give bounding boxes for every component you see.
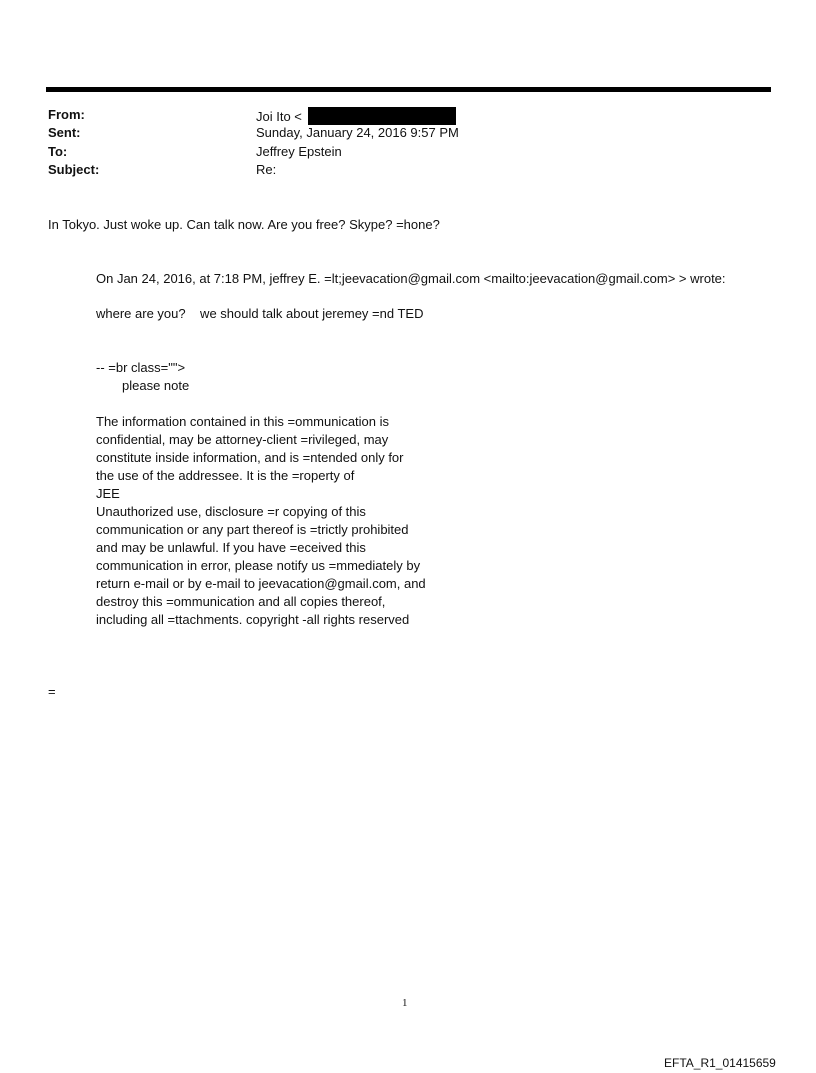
disclaimer-line: JEE	[96, 486, 120, 501]
disclaimer-line: communication or any part thereof is =trictly prohibited	[96, 522, 409, 537]
disclaimer-line: including all =ttachments. copyright -all rights reserved	[96, 612, 410, 627]
page-number: 1	[402, 997, 408, 1009]
disclaimer-line: communication in error, please notify us =mmediately by	[96, 558, 421, 573]
disclaimer-line: Unauthorized use, disclosure =r copying of this	[96, 504, 366, 519]
quote-line: where are you? we should talk about jeremey =nd TED	[96, 306, 424, 321]
disclaimer-line: return e-mail or by e-mail to jeevacation@gmail.com, and	[96, 576, 426, 591]
disclaimer-line: destroy this =ommunication and all copies thereof,	[96, 594, 386, 609]
quote-header: On Jan 24, 2016, at 7:18 PM, jeffrey E. =lt;jeevacation@gmail.com <mailto:jeevacation@gmail.com> > wrote:	[96, 271, 726, 286]
disclaimer-line: constitute inside information, and is =ntended only for	[96, 450, 404, 465]
disclaimer-line: and may be unlawful. If you have =eceived this	[96, 540, 366, 555]
reply-text: In Tokyo. Just woke up. Can talk now. Are you free? Skype? =hone?	[48, 217, 440, 232]
subject-value: Re:	[256, 162, 277, 177]
please-note: please note	[122, 378, 190, 393]
disclaimer-line: The information contained in this =ommunication is	[96, 414, 390, 429]
sent-label: Sent:	[48, 125, 81, 140]
to-label: To:	[48, 144, 68, 159]
from-value	[256, 107, 456, 125]
signature-line: -- =br class="">	[96, 360, 186, 375]
from-name: Joi Ito <	[256, 109, 302, 124]
to-value: Jeffrey Epstein	[256, 144, 342, 159]
sent-value: Sunday, January 24, 2016 9:57 PM	[256, 125, 459, 140]
from-label: From:	[48, 107, 85, 122]
disclaimer-line: the use of the addressee. It is the =roperty of	[96, 468, 355, 483]
bates-number: EFTA_R1_01415659	[664, 1056, 776, 1070]
subject-label: Subject:	[48, 162, 100, 177]
redaction-box	[308, 107, 456, 125]
trailing-mark: =	[48, 684, 56, 699]
disclaimer-line: confidential, may be attorney-client =rivileged, may	[96, 432, 389, 447]
header-rule	[46, 87, 771, 92]
